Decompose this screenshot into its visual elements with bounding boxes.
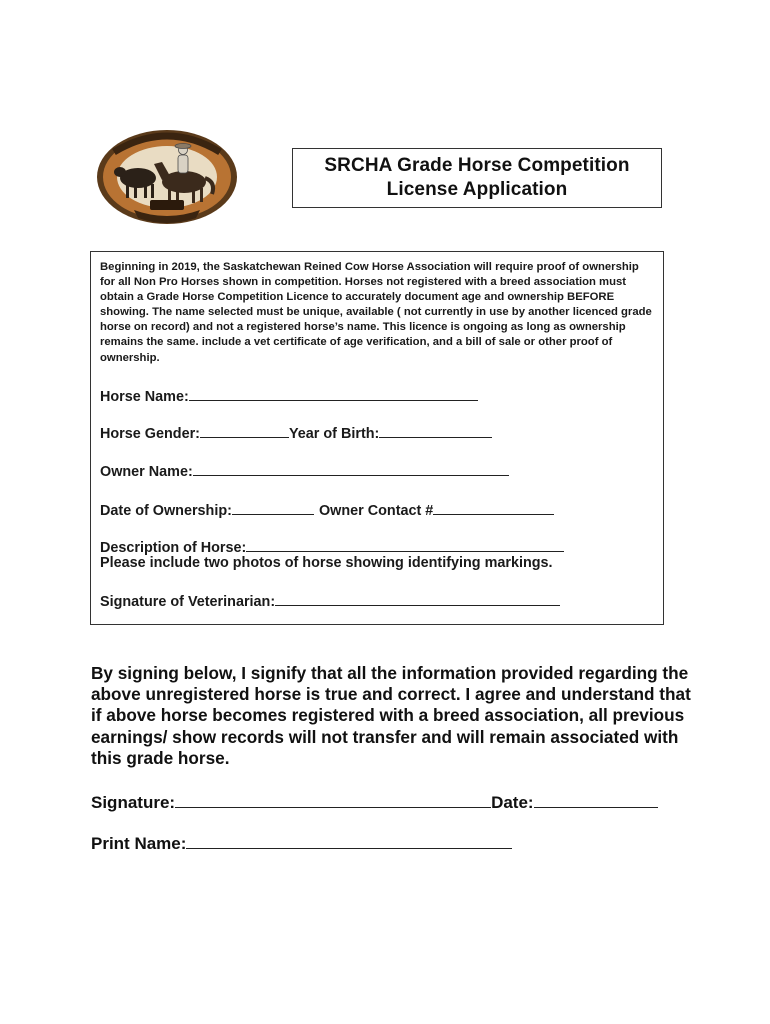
vet-signature-field[interactable] [275, 591, 560, 606]
signature-date-row [91, 790, 658, 813]
horse-name-label: Horse Name: [100, 389, 189, 405]
page-title-line-2: License Application [386, 179, 568, 200]
vet-signature-label: Signature of Veterinarian: [100, 594, 276, 610]
title-box [292, 148, 662, 208]
page-title-line-1: SRCHA Grade Horse Competition [324, 155, 630, 176]
photos-note: Please include two photos of horse showing identifying markings. [100, 555, 553, 571]
horse-gender-label: Horse Gender: [100, 426, 200, 442]
gender-birth-row [100, 423, 492, 442]
date-of-ownership-label: Date of Ownership: [100, 503, 232, 519]
owner-contact-field[interactable] [433, 500, 554, 515]
horse-name-field[interactable] [189, 386, 478, 401]
horse-name-row [100, 386, 478, 405]
print-name-label: Print Name: [91, 834, 187, 853]
description-label: Description of Horse: [100, 540, 247, 556]
intro-paragraph: Beginning in 2019, the Saskatchewan Reined Cow Horse Association will require proof of ownership for all Non Pro Horses shown in competition. Horses not registered with a breed association must obtain a Grade Horse Competition Licence to accurately document age and ownership BEFORE showing. The name selected must be unique, available ( not currently in use by another licenced grade horse on record) and not a registered horse’s name. This licence is ongoing as long as ownership remains the same. include a vet certificate of age verification, and a bill of sale or other proof of ownership. [100, 261, 652, 364]
print-name-field[interactable] [186, 831, 512, 849]
declaration-paragraph: By signing below, I signify that all the information provided regarding the above unregistered horse is true and correct. I agree and understand that if above horse becomes registered with a breed association, all previous earnings/ show records will not transfer and will remain associated with this grade horse. [91, 663, 691, 768]
date-field[interactable] [534, 790, 658, 808]
signature-field[interactable] [175, 790, 491, 808]
description-row [100, 537, 564, 556]
owner-name-label: Owner Name: [100, 464, 193, 480]
year-of-birth-field[interactable] [379, 423, 492, 438]
print-name-row [91, 831, 512, 854]
horse-and-rider-cow-emblem-icon [92, 122, 242, 228]
owner-name-row [100, 461, 509, 480]
year-of-birth-label: Year of Birth: [288, 426, 380, 442]
signature-label: Signature: [91, 793, 176, 812]
owner-contact-label: Owner Contact # [318, 503, 434, 519]
application-form-box [90, 251, 664, 625]
ownership-contact-row [100, 500, 554, 519]
date-label: Date: [491, 793, 534, 812]
description-field[interactable] [246, 537, 564, 552]
vet-signature-row [100, 591, 560, 610]
owner-name-field[interactable] [193, 461, 509, 476]
srcha-logo [92, 122, 242, 228]
date-of-ownership-field[interactable] [232, 500, 314, 515]
horse-gender-field[interactable] [200, 423, 289, 438]
